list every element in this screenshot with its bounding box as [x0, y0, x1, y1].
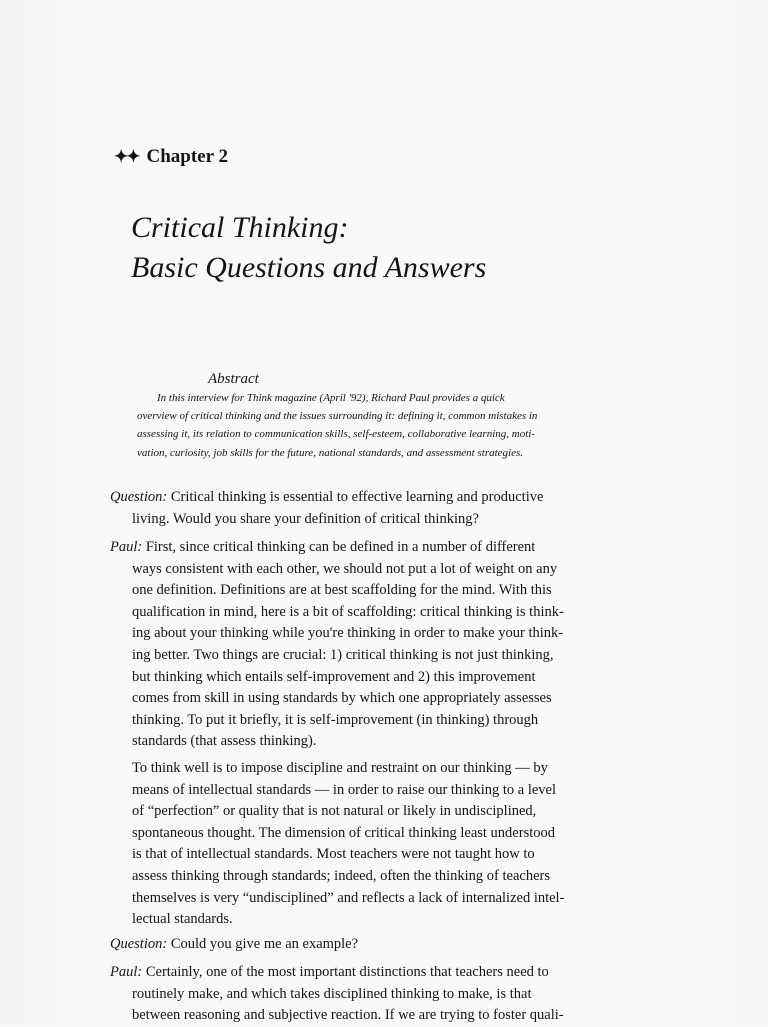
- chapter-number: Chapter 2: [146, 146, 228, 167]
- body-line: themselves is very “undisciplined” and reflects a lack of internalized intel-: [132, 889, 565, 906]
- speaker-label: Question:: [110, 936, 168, 952]
- body-line: lectual standards.: [132, 911, 233, 928]
- body-line: is that of intellectual standards. Most teachers were not taught how to: [132, 846, 535, 863]
- answer-text: Certainly, one of the most important distinctions that teachers need to: [142, 964, 549, 980]
- abstract-line: assessing it, its relation to communication skills, self-esteem, collaborative learning, moti-: [137, 428, 535, 441]
- abstract-line: vation, curiosity, job skills for the future, national standards, and assessment strategies.: [137, 446, 524, 459]
- body-line: To think well is to impose discipline and restraint on our thinking — by: [132, 760, 548, 776]
- question-text: Critical thinking is essential to effective learning and productive: [167, 489, 544, 505]
- abstract-heading: Abstract: [208, 371, 259, 387]
- chapter-title: [131, 208, 486, 288]
- body-line: ways consistent with each other, we should not put a lot of weight on any: [132, 560, 558, 577]
- answer-1-paragraph-2: [110, 758, 690, 931]
- body-line: one definition. Definitions are at best scaffolding for the mind. With this: [132, 582, 552, 599]
- question-1-first-line: [110, 487, 690, 509]
- answer-text: First, since critical thinking can be defined in a number of different: [142, 539, 536, 555]
- answer-2: [110, 962, 690, 1027]
- question-text: Could you give me an example?: [167, 936, 359, 952]
- chapter-title-line-2: Basic Questions and Answers: [131, 251, 487, 284]
- speaker-label: Paul:: [110, 964, 143, 980]
- question-1: [110, 487, 690, 530]
- body-line: standards (that assess thinking).: [132, 733, 317, 750]
- body-line: ing about your thinking while you're thinking in order to make your think-: [132, 625, 564, 642]
- abstract-body: [137, 389, 657, 462]
- answer-2-first-line: [110, 962, 690, 984]
- answer-1: [110, 537, 690, 753]
- body-line: ing better. Two things are crucial: 1) critical thinking is not just thinking,: [132, 646, 554, 663]
- body-line: thinking. To put it briefly, it is self-improvement (in thinking) through: [132, 711, 539, 728]
- body-line: means of intellectual standards — in order to raise our thinking to a level: [132, 781, 557, 798]
- chapter-title-line-1: Critical Thinking:: [131, 211, 349, 244]
- body-line: living. Would you share your definition of critical thinking?: [132, 510, 479, 527]
- body-line: of “perfection” or quality that is not natural or likely in undisciplined,: [132, 803, 537, 820]
- body-line: qualification in mind, here is a bit of scaffolding: critical thinking is think-: [132, 603, 564, 620]
- abstract-line: In this interview for Think magazine (April '92), Richard Paul provides a quick: [157, 392, 505, 404]
- chapter-ornament-icon: ✦✦: [114, 147, 139, 166]
- body-line: assess thinking through standards; indeed, often the thinking of teachers: [132, 867, 550, 884]
- body-line: comes from skill in using standards by which one appropriately assesses: [132, 690, 552, 707]
- body-line: routinely make, and which takes disciplined thinking to make, is that: [132, 985, 532, 1002]
- body-line: but thinking which entails self-improvement and 2) this improvement: [132, 668, 536, 685]
- abstract-line: overview of critical thinking and the issues surrounding it: defining it, common mistakes in: [137, 410, 538, 423]
- speaker-label: Question:: [110, 489, 168, 505]
- question-2-line: [110, 934, 690, 956]
- answer-1-first-line: [110, 537, 690, 559]
- body-line: spontaneous thought. The dimension of critical thinking least understood: [132, 824, 555, 841]
- body-line: between reasoning and subjective reaction. If we are trying to foster quali-: [132, 1007, 564, 1024]
- speaker-label: Paul:: [110, 539, 143, 555]
- question-2: [110, 934, 690, 956]
- chapter-label: [114, 146, 228, 168]
